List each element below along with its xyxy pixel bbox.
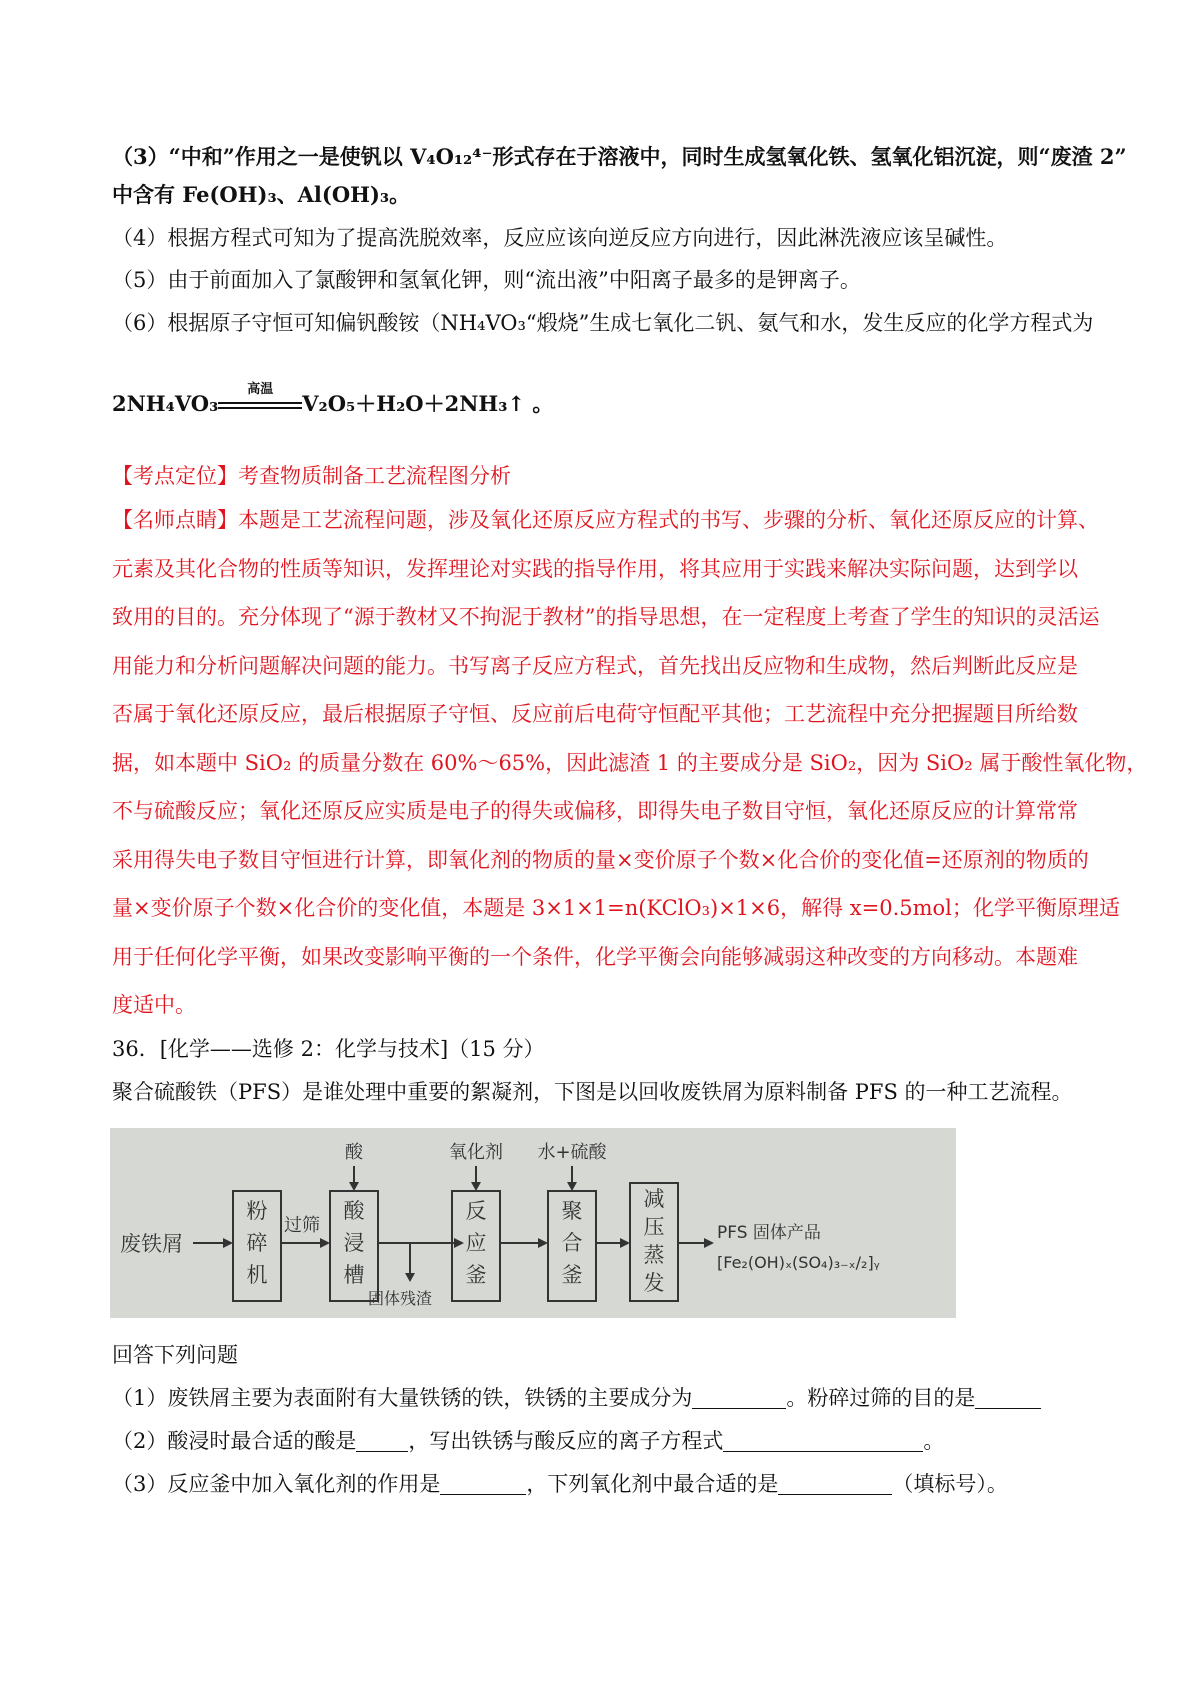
reactor-char: 釜 xyxy=(465,1263,487,1287)
evap-char: 压 xyxy=(643,1215,665,1239)
equation-double-bar xyxy=(218,381,302,416)
sub-question-3-text-3: （填标号）。 xyxy=(892,1472,1008,1496)
equation-reactant: 2NH₄VO₃ xyxy=(112,391,219,416)
sub-question-1-text: （1）废铁屑主要为表面附有大量铁锈的铁，铁锈的主要成分为 xyxy=(112,1386,693,1410)
sub-question-2-text-2: ，写出铁锈与酸反应的离子方程式 xyxy=(408,1429,724,1453)
sub-question-3 xyxy=(112,1469,1008,1499)
evap-char: 发 xyxy=(643,1271,665,1295)
crusher-char: 碎 xyxy=(246,1231,268,1255)
mingshi-line: 度适中。 xyxy=(112,993,196,1017)
mingshi-line: 否属于氧化还原反应，最后根据原子守恒、反应前后电荷守恒配平其他；工艺流程中充分把握题目所给数 xyxy=(112,702,1078,726)
crusher-char: 粉 xyxy=(246,1199,268,1223)
mingshi-line: 据，如本题中 SiO₂ 的质量分数在 60%～65%，因此滤渣 1 的主要成分是 SiO₂，因为 SiO₂ 属于酸性氧化物， xyxy=(112,750,1148,775)
mingshi-paragraph xyxy=(112,496,1148,1030)
answer-blank[interactable] xyxy=(723,1429,923,1452)
evap-char: 蒸 xyxy=(643,1243,665,1267)
equation-products: V₂O₅＋H₂O＋2NH₃↑ 。 xyxy=(302,391,554,416)
answer-blank[interactable] xyxy=(440,1472,526,1495)
reactor-char: 反 xyxy=(465,1199,487,1223)
polymer-char: 聚 xyxy=(561,1199,583,1223)
kaodian-heading: 【考点定位】考查物质制备工艺流程图分析 xyxy=(112,464,511,488)
mingshi-line: 【名师点睛】本题是工艺流程问题，涉及氧化还原反应方程式的书写、步骤的分析、氧化还原反应的计算、 xyxy=(112,508,1099,532)
residue-label: 固体残渣 xyxy=(368,1289,433,1308)
leach-char: 浸 xyxy=(343,1231,365,1255)
answer-item-3-line-1: （3）“中和”作用之一是使钒以 V₄O₁₂⁴⁻形式存在于溶液中，同时生成氢氧化铁、氢氧化铝沉淀，则“废渣 2” xyxy=(112,144,1127,169)
answer-blank[interactable] xyxy=(778,1472,892,1495)
question-36-heading: 36．[化学——选修 2：化学与技术]（15 分） xyxy=(112,1037,545,1061)
leach-char: 酸 xyxy=(343,1199,365,1223)
sieve-label: 过筛 xyxy=(284,1215,320,1236)
sub-question-1-text-2: 。粉碎过筛的目的是 xyxy=(786,1386,976,1410)
equation-condition: 高温 xyxy=(247,381,274,397)
mingshi-line: 用能力和分析问题解决问题的能力。书写离子反应方程式，首先找出反应物和生成物，然后判断此反应是 xyxy=(112,653,1078,678)
crusher-char: 机 xyxy=(246,1263,268,1287)
chemical-equation xyxy=(112,381,554,418)
question-36-intro: 聚合硫酸铁（PFS）是谁处理中重要的絮凝剂，下图是以回收废铁屑为原料制备 PFS 的一种工艺流程。 xyxy=(112,1080,1073,1104)
sub-question-3-text: （3）反应釜中加入氧化剂的作用是 xyxy=(112,1472,441,1496)
sub-question-1 xyxy=(112,1383,1041,1413)
flow-start-label: 废铁屑 xyxy=(120,1232,183,1256)
mingshi-line: 用于任何化学平衡，如果改变影响平衡的一个条件，化学平衡会向能够减弱这种改变的方向移动。本题难 xyxy=(112,944,1078,969)
sub-question-2-text: （2）酸浸时最合适的酸是 xyxy=(112,1429,357,1453)
mingshi-line: 致用的目的。充分体现了“源于教材又不拘泥于教材”的指导思想，在一定程度上考查了学生的知识的灵活运 xyxy=(112,605,1100,629)
mingshi-line: 不与硫酸反应；氧化还原反应实质是电子的得失或偏移，即得失电子数目守恒，氧化还原反应的计算常常 xyxy=(112,799,1078,823)
mingshi-line: 量×变价原子个数×化合价的变化值，本题是 3×1×1=n(KClO₃)×1×6，解得 x=0.5mol；化学平衡原理适 xyxy=(112,896,1120,920)
evap-char: 减 xyxy=(643,1187,665,1211)
answer-item-4: （4）根据方程式可知为了提高洗脱效率，反应应该向逆反应方向进行，因此淋洗液应该呈碱性。 xyxy=(112,226,1008,250)
mingshi-line: 采用得失电子数目守恒进行计算，即氧化剂的物质的量×变价原子个数×化合价的变化值=还原剂的物质的 xyxy=(112,847,1089,872)
reactor-char: 应 xyxy=(465,1231,487,1255)
process-flow-diagram xyxy=(110,1128,956,1318)
sub-question-2 xyxy=(112,1426,944,1456)
answer-item-5: （5）由于前面加入了氯酸钾和氢氧化钾，则“流出液”中阳离子最多的是钾离子。 xyxy=(112,268,861,292)
answer-item-6: （6）根据原子守恒可知偏钒酸铵（NH₄VO₃“煅烧”生成七氧化二钒、氨气和水，发生反应的化学方程式为 xyxy=(112,311,1094,335)
product-label: PFS 固体产品 xyxy=(717,1223,821,1243)
mingshi-line: 元素及其化合物的性质等知识，发挥理论对实践的指导作用，将其应用于实践来解决实际问题，达到学以 xyxy=(112,556,1078,581)
answer-blank[interactable] xyxy=(975,1386,1041,1409)
water-acid-input-label: 水+硫酸 xyxy=(537,1142,607,1163)
oxidant-input-label: 氧化剂 xyxy=(449,1142,503,1163)
answer-blank[interactable] xyxy=(356,1429,408,1452)
leach-char: 槽 xyxy=(343,1263,365,1287)
answer-prompt: 回答下列问题 xyxy=(112,1343,238,1367)
answer-item-3-line-2: 中含有 Fe(OH)₃、Al(OH)₃。 xyxy=(112,182,411,207)
sub-question-3-text-2: ，下列氧化剂中最合适的是 xyxy=(526,1472,779,1496)
polymer-char: 合 xyxy=(561,1231,583,1255)
sub-question-2-text-3: 。 xyxy=(923,1429,945,1453)
acid-input-label: 酸 xyxy=(345,1142,363,1163)
product-formula: [Fe₂(OH)ₓ(SO₄)₃₋ₓ/₂]ᵧ xyxy=(717,1253,880,1272)
answer-blank[interactable] xyxy=(692,1386,786,1409)
polymer-char: 釜 xyxy=(561,1263,583,1287)
